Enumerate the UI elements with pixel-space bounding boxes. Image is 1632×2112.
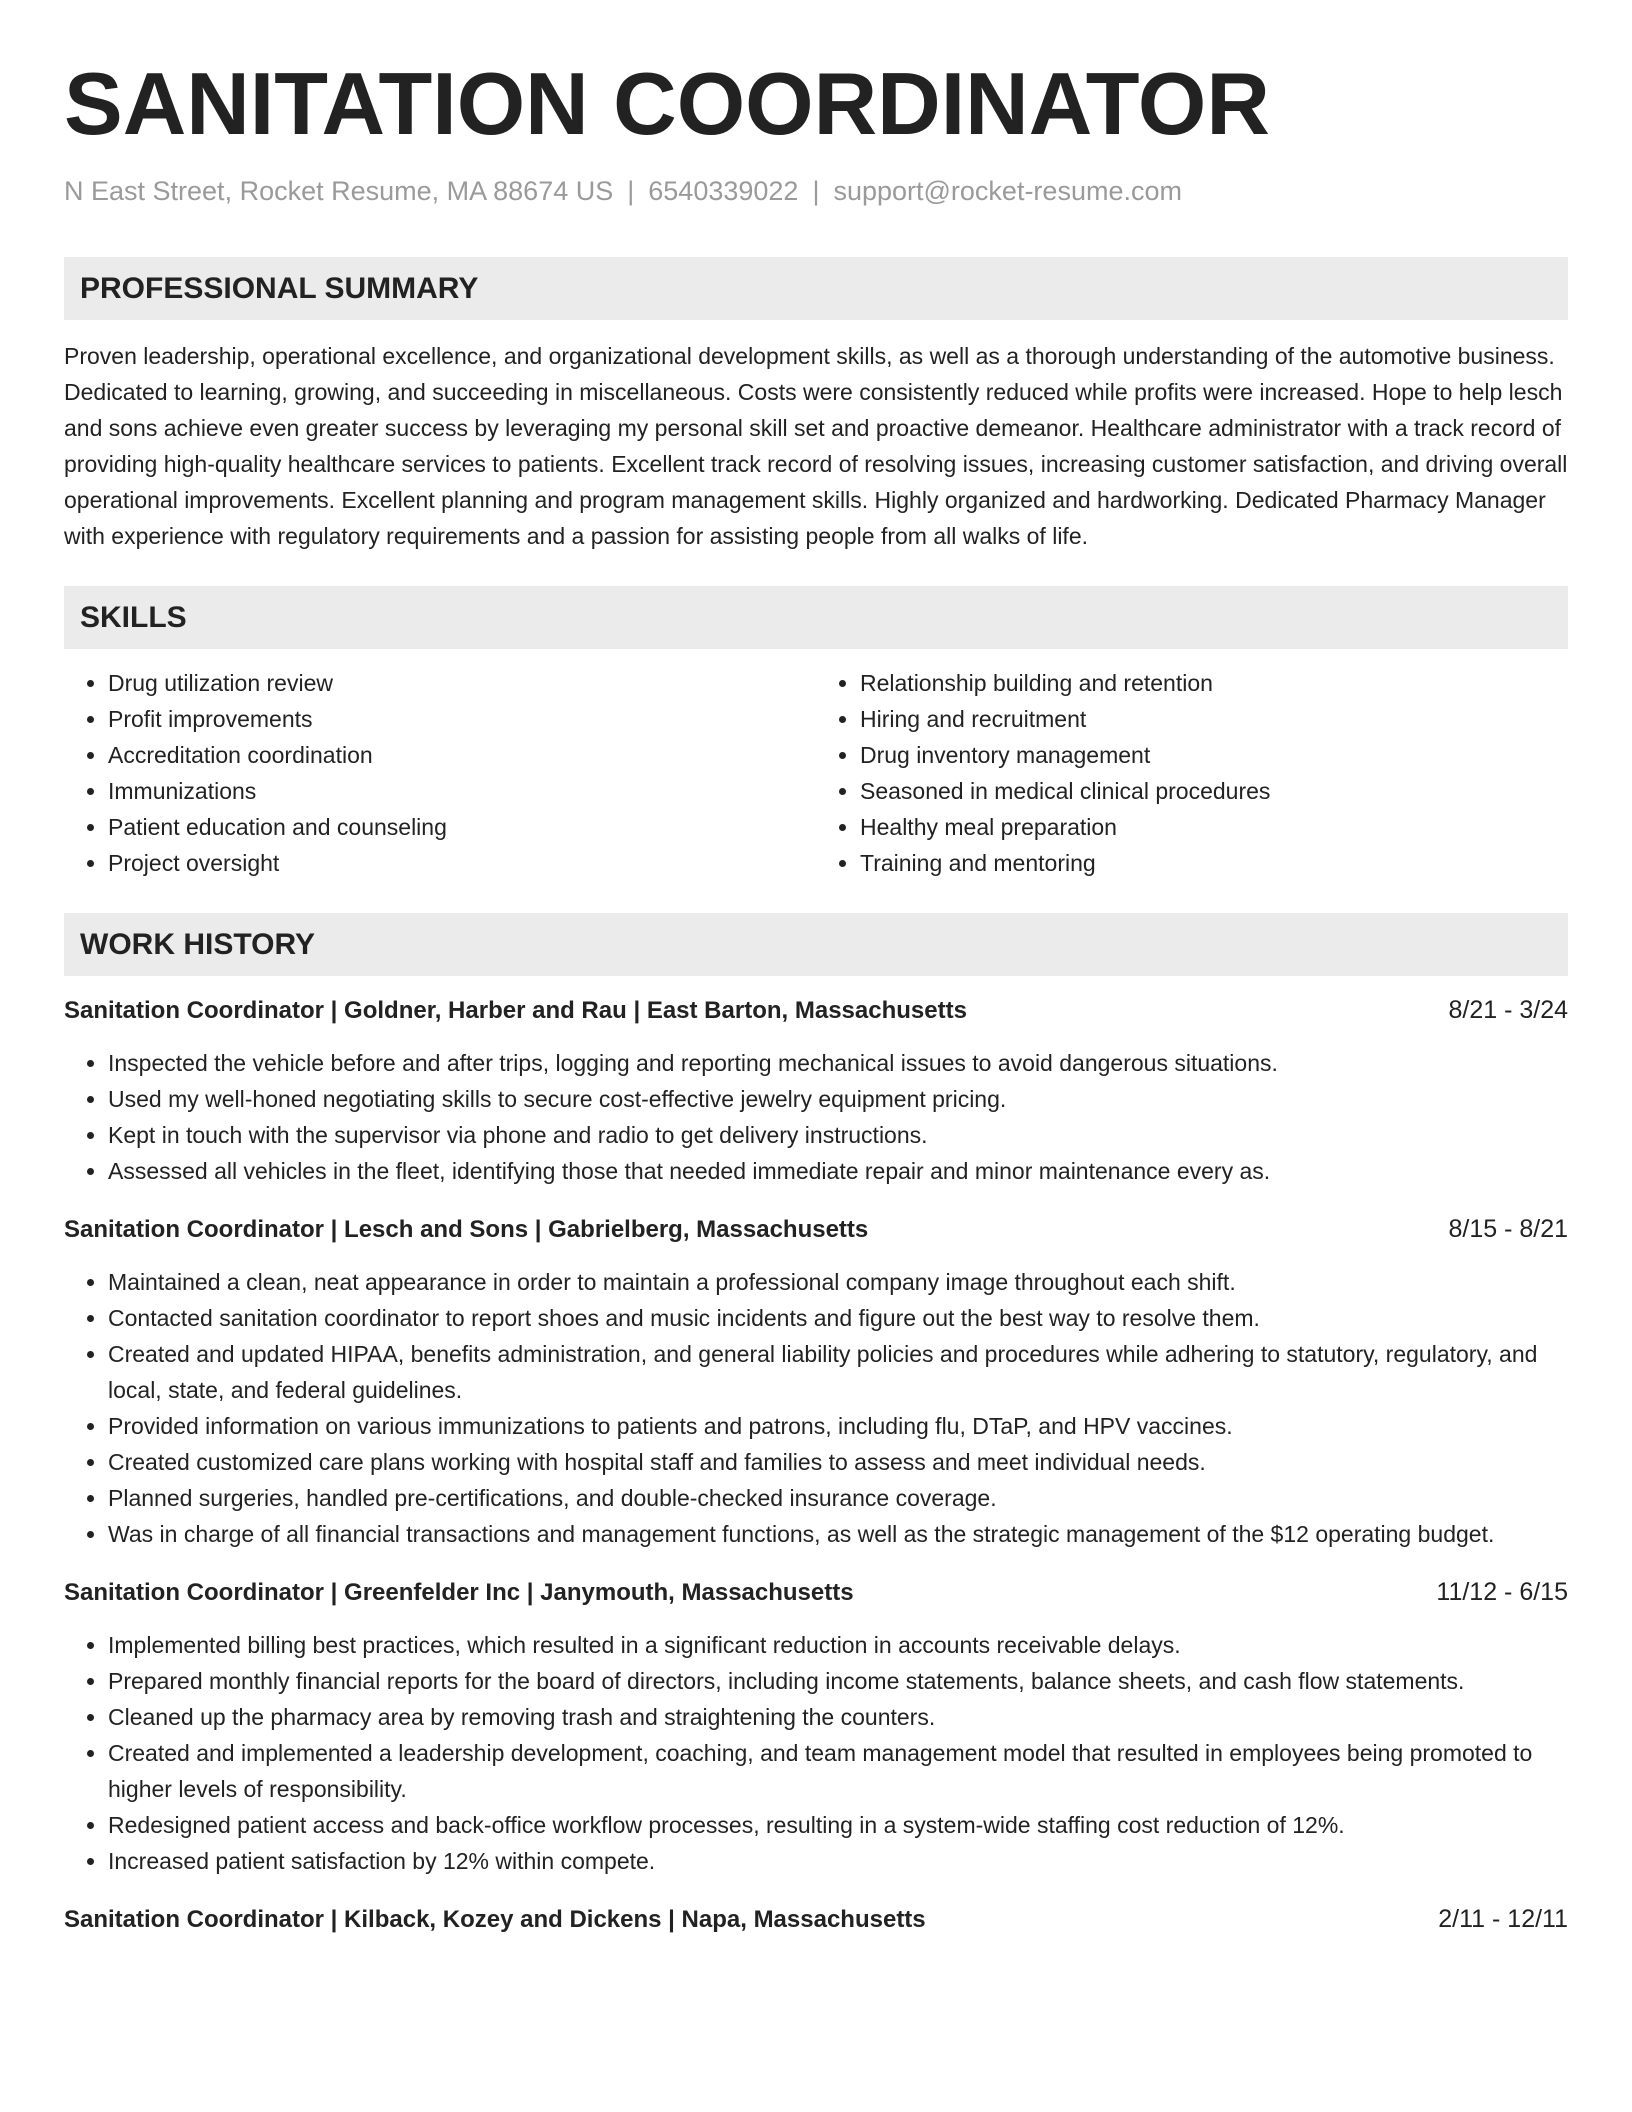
section-header-skills: SKILLS [64,586,1568,649]
job-bullet: • Implemented billing best practices, which resulted in a significant reduction in accounts receivable delays. [108,1627,1568,1663]
job-heading [64,1213,1568,1246]
contact-line [64,175,1568,207]
skill-item: • Project oversight [108,845,816,881]
job-dates: 2/11 - 12/11 [1438,1905,1568,1934]
job-dates: 8/21 - 3/24 [1448,996,1568,1025]
skill-item: • Immunizations [108,773,816,809]
job-bullet: • Cleaned up the pharmacy area by removing trash and straightening the counters. [108,1699,1568,1735]
job-heading [64,994,1568,1027]
job-bullet: • Created and updated HIPAA, benefits administration, and general liability policies and procedures while adhering to statutory, regulatory, and local, state, and federal guidelines. [108,1336,1568,1408]
job-dates: 11/12 - 6/15 [1436,1578,1568,1607]
skills-column-right [816,665,1568,881]
job-bullets [64,1627,1568,1879]
contact-phone: 6540339022 [648,175,799,206]
job-bullet: • Increased patient satisfaction by 12% within compete. [108,1843,1568,1879]
job-bullet: • Prepared monthly financial reports for the board of directors, including income statements, balance sheets, and cash flow statements. [108,1663,1568,1699]
job-bullet: • Created customized care plans working with hospital staff and families to assess and meet individual needs. [108,1444,1568,1480]
skill-item: • Training and mentoring [860,845,1568,881]
skill-item: • Drug inventory management [860,737,1568,773]
contact-email: support@rocket-resume.com [833,175,1182,206]
skills-grid [64,665,1568,881]
job-bullets [64,1264,1568,1552]
contact-separator: | [812,175,820,206]
job-title: Sanitation Coordinator | Greenfelder Inc | Janymouth, Massachusetts [64,1579,854,1607]
skill-item: • Drug utilization review [108,665,816,701]
section-header-summary: PROFESSIONAL SUMMARY [64,257,1568,320]
job-bullet: • Was in charge of all financial transactions and management functions, as well as the strategic management of the $12 operating budget. [108,1516,1568,1552]
summary-text: Proven leadership, operational excellence, and organizational development skills, as well as a thorough understanding of the automotive business. Dedicated to learning, growing, and succeeding in miscellaneous. Costs were consistently reduced while profits were increased. Hope to help lesch and sons achieve even greater success by leveraging my personal skill set and proactive demeanor. Healthcare administrator with a track record of providing high-quality healthcare services to patients. Excellent track record of resolving issues, increasing customer satisfaction, and driving overall operational improvements. Excellent planning and program management skills. Highly organized and hardworking. Dedicated Pharmacy Manager with experience with regulatory requirements and a passion for assisting people from all walks of life. [64,343,1568,550]
job-title: Sanitation Coordinator | Kilback, Kozey and Dickens | Napa, Massachusetts [64,1906,926,1934]
job-bullet: • Maintained a clean, neat appearance in order to maintain a professional company image throughout each shift. [108,1264,1568,1300]
job-title: Sanitation Coordinator | Goldner, Harber and Rau | East Barton, Massachusetts [64,997,967,1025]
job-bullet: • Kept in touch with the supervisor via phone and radio to get delivery instructions. [108,1117,1568,1153]
skill-item: • Accreditation coordination [108,737,816,773]
resume-name: SANITATION COORDINATOR [64,54,1270,153]
section-header-work-history: WORK HISTORY [64,913,1568,976]
skill-item: • Patient education and counseling [108,809,816,845]
job-bullets [64,1045,1568,1189]
job-bullet: • Planned surgeries, handled pre-certifications, and double-checked insurance coverage. [108,1480,1568,1516]
job-bullet: • Assessed all vehicles in the fleet, identifying those that needed immediate repair and minor maintenance every as. [108,1153,1568,1189]
skills-column-left [64,665,816,881]
job-bullet: • Contacted sanitation coordinator to report shoes and music incidents and figure out the best way to resolve them. [108,1300,1568,1336]
skill-item: • Seasoned in medical clinical procedures [860,773,1568,809]
job-bullet: • Used my well-honed negotiating skills to secure cost-effective jewelry equipment pricing. [108,1081,1568,1117]
job-dates: 8/15 - 8/21 [1448,1215,1568,1244]
job-heading [64,1576,1568,1609]
contact-separator: | [627,175,635,206]
skill-item: • Relationship building and retention [860,665,1568,701]
skill-item: • Healthy meal preparation [860,809,1568,845]
job-bullet: • Inspected the vehicle before and after trips, logging and reporting mechanical issues to avoid dangerous situations. [108,1045,1568,1081]
skill-item: • Profit improvements [108,701,816,737]
job-title: Sanitation Coordinator | Lesch and Sons | Gabrielberg, Massachusetts [64,1216,869,1244]
job-bullet: • Redesigned patient access and back-office workflow processes, resulting in a system-wide staffing cost reduction of 12%. [108,1807,1568,1843]
job-bullet: • Provided information on various immunizations to patients and patrons, including flu, DTaP, and HPV vaccines. [108,1408,1568,1444]
contact-address: N East Street, Rocket Resume, MA 88674 US [64,175,614,206]
skill-item: • Hiring and recruitment [860,701,1568,737]
job-heading [64,1903,1568,1936]
job-bullet: • Created and implemented a leadership development, coaching, and team management model that resulted in employees being promoted to higher levels of responsibility. [108,1735,1568,1807]
